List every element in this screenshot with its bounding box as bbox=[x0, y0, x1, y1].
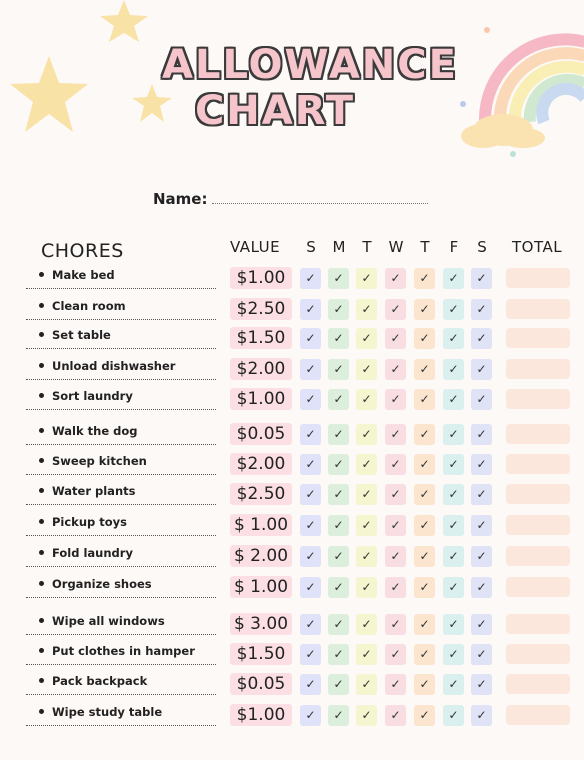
star-icon bbox=[96, 0, 152, 42]
day-check-cell[interactable]: ✓ bbox=[356, 484, 377, 505]
day-check-cell[interactable]: ✓ bbox=[328, 546, 349, 567]
chore-label: Unload dishwasher bbox=[52, 359, 176, 373]
header-day: T bbox=[420, 238, 430, 256]
chore-name bbox=[26, 450, 216, 475]
day-check-cell[interactable]: ✓ bbox=[471, 268, 492, 289]
total-field[interactable] bbox=[506, 328, 570, 348]
table-row bbox=[0, 482, 584, 508]
chore-name bbox=[26, 385, 216, 410]
day-check-cell[interactable]: ✓ bbox=[414, 454, 435, 475]
day-check-cell[interactable]: ✓ bbox=[414, 268, 435, 289]
day-check-cell[interactable]: ✓ bbox=[443, 546, 464, 567]
bullet-icon bbox=[39, 581, 44, 586]
day-check-cell[interactable]: ✓ bbox=[443, 359, 464, 380]
table-row bbox=[0, 575, 584, 601]
day-check-cell[interactable]: ✓ bbox=[356, 614, 377, 635]
day-check-cell[interactable]: ✓ bbox=[443, 705, 464, 726]
chore-value: $ 1.00 bbox=[230, 514, 292, 536]
table-row bbox=[0, 266, 584, 292]
chore-label: Wipe all windows bbox=[52, 614, 165, 628]
day-check-cell[interactable]: ✓ bbox=[385, 674, 406, 695]
day-check-cell[interactable]: ✓ bbox=[328, 424, 349, 445]
total-field[interactable] bbox=[506, 424, 570, 444]
day-check-cell[interactable]: ✓ bbox=[385, 484, 406, 505]
day-check-cell[interactable]: ✓ bbox=[385, 644, 406, 665]
total-field[interactable] bbox=[506, 705, 570, 725]
total-field[interactable] bbox=[506, 577, 570, 597]
day-check-cell[interactable]: ✓ bbox=[328, 389, 349, 410]
day-check-cell[interactable]: ✓ bbox=[300, 454, 321, 475]
day-check-cell[interactable]: ✓ bbox=[300, 299, 321, 320]
day-check-cell[interactable]: ✓ bbox=[385, 577, 406, 598]
table-row bbox=[0, 672, 584, 698]
total-field[interactable] bbox=[506, 268, 570, 288]
day-check-cell[interactable]: ✓ bbox=[328, 328, 349, 349]
total-field[interactable] bbox=[506, 454, 570, 474]
day-check-cell[interactable]: ✓ bbox=[414, 484, 435, 505]
day-check-cell[interactable]: ✓ bbox=[443, 644, 464, 665]
header-chores: CHORES bbox=[41, 240, 124, 262]
day-check-cell[interactable]: ✓ bbox=[300, 577, 321, 598]
chore-value: $ 3.00 bbox=[230, 613, 292, 635]
bullet-icon bbox=[39, 303, 44, 308]
day-check-cell[interactable]: ✓ bbox=[356, 577, 377, 598]
day-check-cell[interactable]: ✓ bbox=[356, 546, 377, 567]
table-row bbox=[0, 357, 584, 383]
table-row bbox=[0, 703, 584, 729]
day-check-cell[interactable]: ✓ bbox=[414, 674, 435, 695]
day-check-cell[interactable]: ✓ bbox=[356, 268, 377, 289]
chore-name bbox=[26, 640, 216, 665]
day-check-cell[interactable]: ✓ bbox=[328, 359, 349, 380]
chore-value: $2.00 bbox=[230, 453, 292, 475]
bullet-icon bbox=[39, 618, 44, 623]
chore-value: $2.00 bbox=[230, 358, 292, 380]
chore-label: Sort laundry bbox=[52, 389, 133, 403]
day-check-cell[interactable]: ✓ bbox=[414, 359, 435, 380]
day-check-cell[interactable]: ✓ bbox=[414, 644, 435, 665]
day-check-cell[interactable]: ✓ bbox=[414, 614, 435, 635]
day-check-cell[interactable]: ✓ bbox=[385, 299, 406, 320]
table-row bbox=[0, 513, 584, 539]
day-check-cell[interactable]: ✓ bbox=[443, 268, 464, 289]
bullet-icon bbox=[39, 488, 44, 493]
chore-label: Put clothes in hamper bbox=[52, 644, 195, 658]
day-check-cell[interactable]: ✓ bbox=[328, 614, 349, 635]
header-day: W bbox=[388, 238, 404, 256]
day-check-cell[interactable]: ✓ bbox=[356, 515, 377, 536]
day-check-cell[interactable]: ✓ bbox=[471, 515, 492, 536]
day-check-cell[interactable]: ✓ bbox=[414, 424, 435, 445]
day-check-cell[interactable]: ✓ bbox=[356, 424, 377, 445]
day-check-cell[interactable]: ✓ bbox=[414, 705, 435, 726]
chore-label: Set table bbox=[52, 328, 111, 342]
day-check-cell[interactable]: ✓ bbox=[356, 299, 377, 320]
chore-label: Sweep kitchen bbox=[52, 454, 147, 468]
table-row bbox=[0, 326, 584, 352]
day-check-cell[interactable]: ✓ bbox=[471, 424, 492, 445]
chore-value: $ 1.00 bbox=[230, 576, 292, 598]
day-check-cell[interactable]: ✓ bbox=[443, 389, 464, 410]
day-check-cell[interactable]: ✓ bbox=[385, 268, 406, 289]
day-check-cell[interactable]: ✓ bbox=[300, 515, 321, 536]
bullet-icon bbox=[39, 709, 44, 714]
chore-label: Water plants bbox=[52, 484, 136, 498]
day-check-cell[interactable]: ✓ bbox=[385, 389, 406, 410]
day-check-cell[interactable]: ✓ bbox=[385, 454, 406, 475]
day-check-cell[interactable]: ✓ bbox=[471, 389, 492, 410]
chore-value: $2.50 bbox=[230, 483, 292, 505]
day-check-cell[interactable]: ✓ bbox=[328, 299, 349, 320]
day-check-cell[interactable]: ✓ bbox=[471, 359, 492, 380]
day-check-cell[interactable]: ✓ bbox=[414, 546, 435, 567]
day-check-cell[interactable]: ✓ bbox=[443, 614, 464, 635]
chore-value: $1.00 bbox=[230, 388, 292, 410]
day-check-cell[interactable]: ✓ bbox=[385, 328, 406, 349]
day-check-cell[interactable]: ✓ bbox=[356, 389, 377, 410]
table-row bbox=[0, 544, 584, 570]
chore-label: Walk the dog bbox=[52, 424, 138, 438]
day-check-cell[interactable]: ✓ bbox=[356, 359, 377, 380]
day-check-cell[interactable]: ✓ bbox=[385, 515, 406, 536]
header-day: S bbox=[477, 238, 487, 256]
day-check-cell[interactable]: ✓ bbox=[471, 328, 492, 349]
day-check-cell[interactable]: ✓ bbox=[443, 454, 464, 475]
header-total: TOTAL bbox=[512, 238, 563, 256]
day-check-cell[interactable]: ✓ bbox=[300, 268, 321, 289]
chore-name bbox=[26, 701, 216, 726]
chore-label: Pack backpack bbox=[52, 674, 148, 688]
day-check-cell[interactable]: ✓ bbox=[414, 515, 435, 536]
day-check-cell[interactable]: ✓ bbox=[385, 546, 406, 567]
bullet-icon bbox=[39, 458, 44, 463]
day-check-cell[interactable]: ✓ bbox=[356, 705, 377, 726]
chore-name bbox=[26, 295, 216, 320]
chore-name bbox=[26, 420, 216, 445]
chore-name bbox=[26, 610, 216, 635]
day-check-cell[interactable]: ✓ bbox=[471, 484, 492, 505]
total-field[interactable] bbox=[506, 614, 570, 634]
day-check-cell[interactable]: ✓ bbox=[328, 268, 349, 289]
day-check-cell[interactable]: ✓ bbox=[471, 705, 492, 726]
table-row bbox=[0, 422, 584, 448]
chore-value: $ 2.00 bbox=[230, 545, 292, 567]
chore-label: Wipe study table bbox=[52, 705, 163, 719]
bullet-icon bbox=[39, 648, 44, 653]
header-day: M bbox=[332, 238, 346, 256]
day-check-cell[interactable]: ✓ bbox=[443, 674, 464, 695]
day-check-cell[interactable]: ✓ bbox=[385, 614, 406, 635]
bullet-icon bbox=[39, 550, 44, 555]
day-check-cell[interactable]: ✓ bbox=[300, 546, 321, 567]
day-check-cell[interactable]: ✓ bbox=[328, 705, 349, 726]
day-check-cell[interactable]: ✓ bbox=[300, 705, 321, 726]
chore-value: $1.00 bbox=[230, 704, 292, 726]
day-check-cell[interactable]: ✓ bbox=[300, 359, 321, 380]
bullet-icon bbox=[39, 678, 44, 683]
day-check-cell[interactable]: ✓ bbox=[328, 644, 349, 665]
day-check-cell[interactable]: ✓ bbox=[443, 515, 464, 536]
total-field[interactable] bbox=[506, 484, 570, 504]
day-check-cell[interactable]: ✓ bbox=[385, 705, 406, 726]
total-field[interactable] bbox=[506, 359, 570, 379]
chore-name bbox=[26, 542, 216, 567]
day-check-cell[interactable]: ✓ bbox=[443, 577, 464, 598]
bullet-icon bbox=[39, 272, 44, 277]
chart-title-line1: ALLOWANCE bbox=[162, 42, 458, 88]
table-row bbox=[0, 387, 584, 413]
day-check-cell[interactable]: ✓ bbox=[414, 328, 435, 349]
chore-name bbox=[26, 670, 216, 695]
chore-name bbox=[26, 264, 216, 289]
day-check-cell[interactable]: ✓ bbox=[300, 644, 321, 665]
name-field[interactable] bbox=[212, 203, 428, 204]
day-check-cell[interactable]: ✓ bbox=[300, 674, 321, 695]
day-check-cell[interactable]: ✓ bbox=[328, 515, 349, 536]
day-check-cell[interactable]: ✓ bbox=[300, 484, 321, 505]
day-check-cell[interactable]: ✓ bbox=[443, 484, 464, 505]
day-check-cell[interactable]: ✓ bbox=[471, 299, 492, 320]
day-check-cell[interactable]: ✓ bbox=[443, 424, 464, 445]
total-field[interactable] bbox=[506, 389, 570, 409]
day-check-cell[interactable]: ✓ bbox=[356, 674, 377, 695]
header-day: F bbox=[449, 238, 459, 256]
chore-value: $1.00 bbox=[230, 267, 292, 289]
day-check-cell[interactable]: ✓ bbox=[328, 454, 349, 475]
day-check-cell[interactable]: ✓ bbox=[414, 577, 435, 598]
chore-name bbox=[26, 511, 216, 536]
chore-label: Make bed bbox=[52, 268, 115, 282]
day-check-cell[interactable]: ✓ bbox=[471, 614, 492, 635]
chore-value: $1.50 bbox=[230, 327, 292, 349]
day-check-cell[interactable]: ✓ bbox=[328, 484, 349, 505]
total-field[interactable] bbox=[506, 299, 570, 319]
day-check-cell[interactable]: ✓ bbox=[385, 359, 406, 380]
day-check-cell[interactable]: ✓ bbox=[471, 577, 492, 598]
bullet-icon bbox=[39, 393, 44, 398]
table-row bbox=[0, 612, 584, 638]
chore-name bbox=[26, 324, 216, 349]
bullet-icon bbox=[39, 519, 44, 524]
day-check-cell[interactable]: ✓ bbox=[356, 328, 377, 349]
total-field[interactable] bbox=[506, 644, 570, 664]
header-day: T bbox=[362, 238, 372, 256]
chore-label: Fold laundry bbox=[52, 546, 133, 560]
chore-label: Organize shoes bbox=[52, 577, 152, 591]
bullet-icon bbox=[39, 363, 44, 368]
day-check-cell[interactable]: ✓ bbox=[443, 328, 464, 349]
day-check-cell[interactable]: ✓ bbox=[443, 299, 464, 320]
day-check-cell[interactable]: ✓ bbox=[356, 454, 377, 475]
chore-value: $1.50 bbox=[230, 643, 292, 665]
total-field[interactable] bbox=[506, 546, 570, 566]
day-check-cell[interactable]: ✓ bbox=[356, 644, 377, 665]
day-check-cell[interactable]: ✓ bbox=[328, 674, 349, 695]
day-check-cell[interactable]: ✓ bbox=[414, 299, 435, 320]
chore-name bbox=[26, 480, 216, 505]
chore-value: $0.05 bbox=[230, 673, 292, 695]
day-check-cell[interactable]: ✓ bbox=[471, 674, 492, 695]
day-check-cell[interactable]: ✓ bbox=[385, 424, 406, 445]
day-check-cell[interactable]: ✓ bbox=[471, 644, 492, 665]
table-row bbox=[0, 297, 584, 323]
day-check-cell[interactable]: ✓ bbox=[300, 389, 321, 410]
chore-name bbox=[26, 355, 216, 380]
chore-value: $2.50 bbox=[230, 298, 292, 320]
chart-title-line2: CHART bbox=[194, 88, 356, 134]
day-check-cell[interactable]: ✓ bbox=[414, 389, 435, 410]
total-field[interactable] bbox=[506, 515, 570, 535]
table-row bbox=[0, 452, 584, 478]
chore-label: Pickup toys bbox=[52, 515, 127, 529]
header-day: S bbox=[306, 238, 316, 256]
day-check-cell[interactable]: ✓ bbox=[300, 614, 321, 635]
table-row bbox=[0, 642, 584, 668]
bullet-icon bbox=[39, 332, 44, 337]
day-check-cell[interactable]: ✓ bbox=[471, 546, 492, 567]
name-label: Name: bbox=[153, 190, 208, 208]
day-check-cell[interactable]: ✓ bbox=[300, 424, 321, 445]
day-check-cell[interactable]: ✓ bbox=[300, 328, 321, 349]
chore-name bbox=[26, 573, 216, 598]
header-value: VALUE bbox=[230, 238, 281, 256]
day-check-cell[interactable]: ✓ bbox=[328, 577, 349, 598]
day-check-cell[interactable]: ✓ bbox=[471, 454, 492, 475]
bullet-icon bbox=[39, 428, 44, 433]
chore-value: $0.05 bbox=[230, 423, 292, 445]
total-field[interactable] bbox=[506, 674, 570, 694]
chore-label: Clean room bbox=[52, 299, 126, 313]
